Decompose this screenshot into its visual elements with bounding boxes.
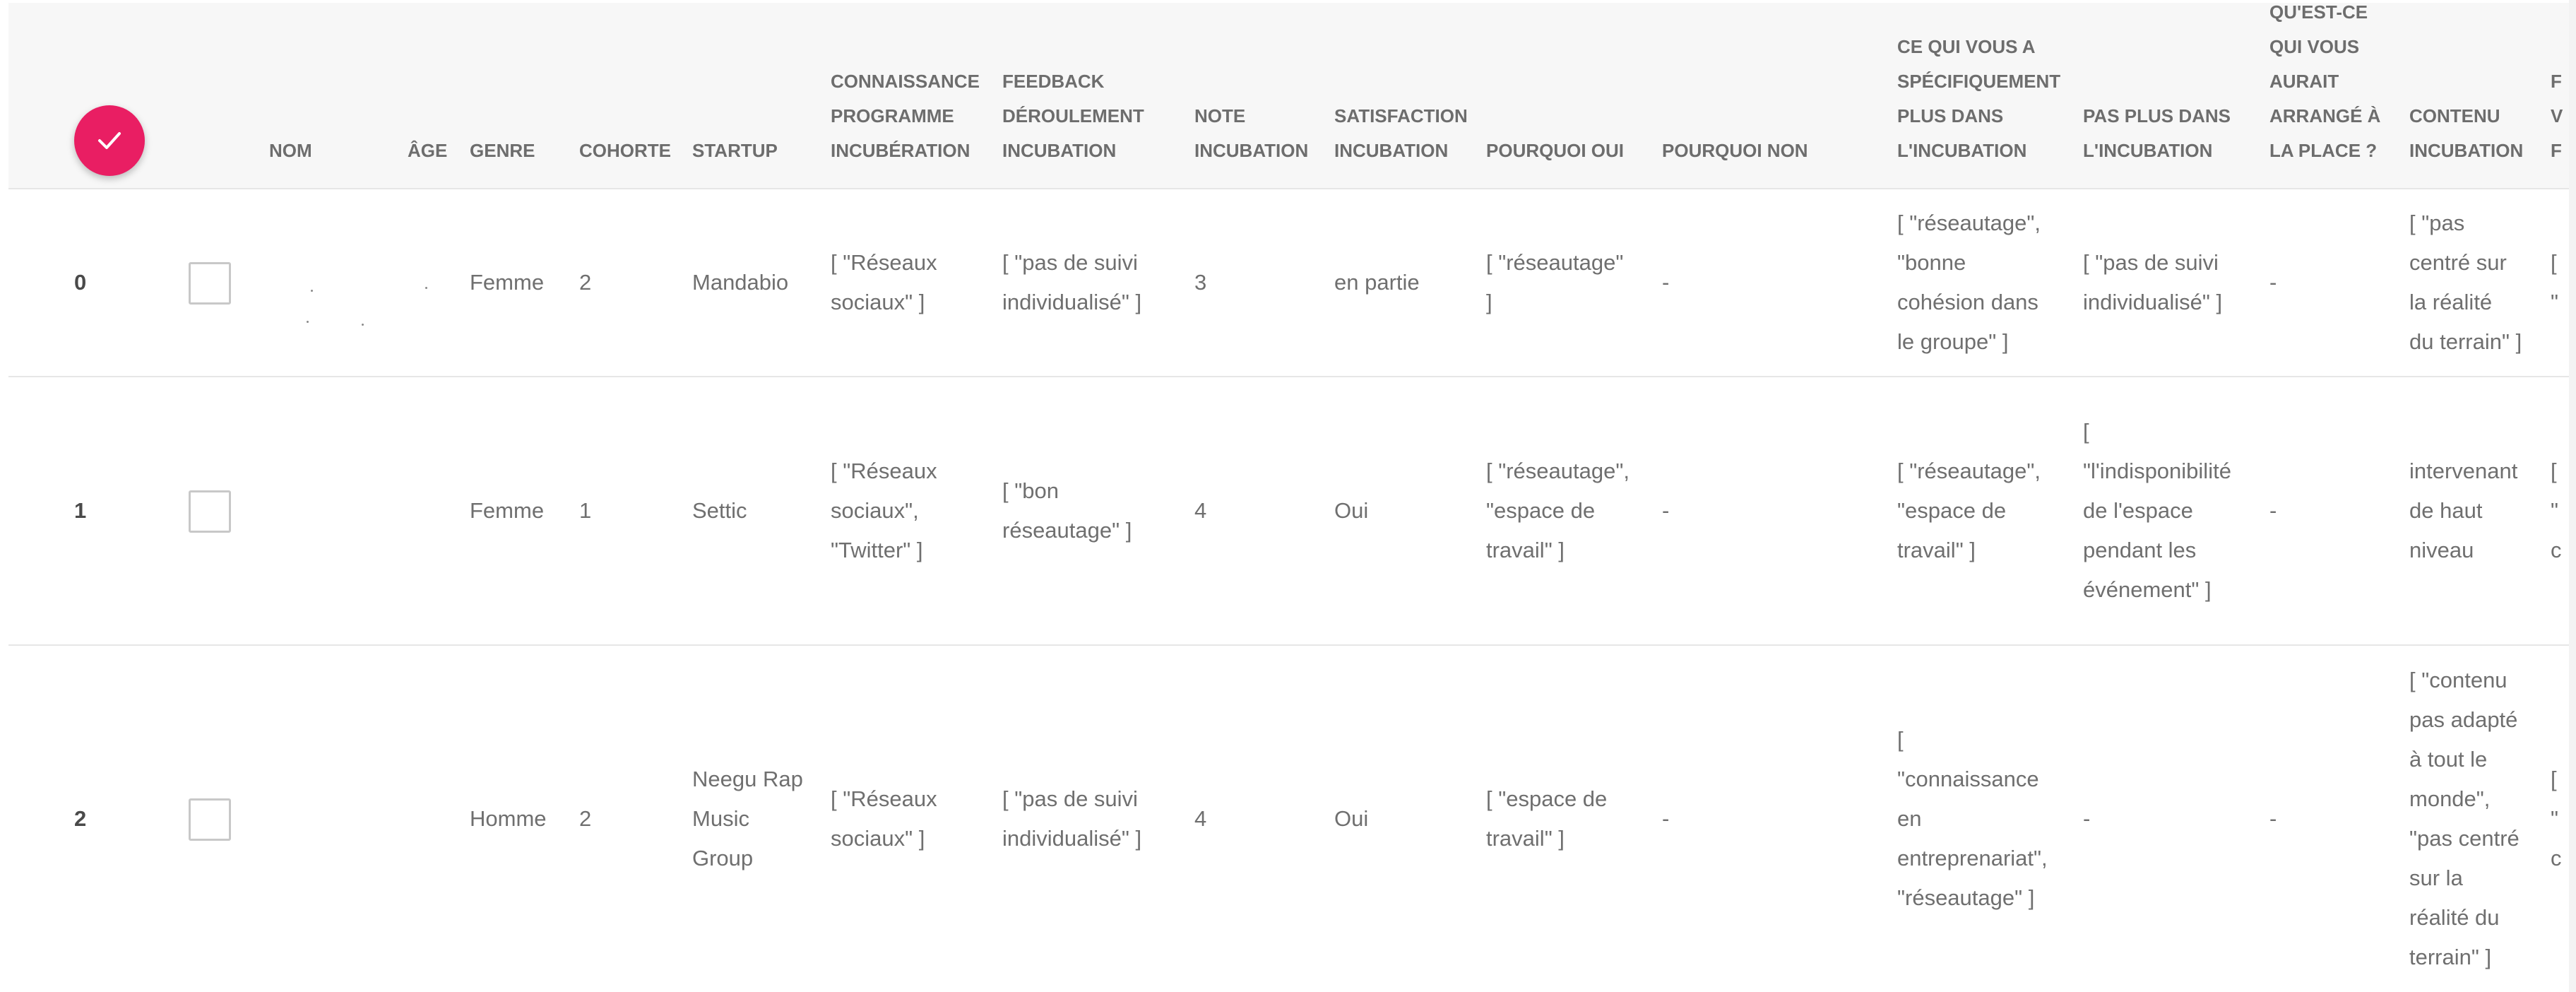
cell-satisfaction: Oui: [1334, 806, 1369, 831]
cell-cut-off: [ " c: [2551, 459, 2562, 562]
cell-satisfaction: Oui: [1334, 498, 1369, 523]
cell-note: 4: [1194, 498, 1207, 523]
cell-feedback: [ "bon réseautage" ]: [1002, 478, 1132, 543]
column-header-pourquoi-oui[interactable]: POURQUOI OUI: [1486, 140, 1625, 161]
row-index: 1: [74, 498, 87, 523]
cell-cohorte: 1: [579, 498, 592, 523]
cell-pas-plus: [ "l'indisponibilité de l'espace pendant les événement" ]: [2083, 419, 2231, 602]
table-row[interactable]: [8, 377, 2576, 646]
cell-pourquoi-non: -: [1662, 498, 1670, 523]
cell-connaissance: [ "Réseaux sociaux" ]: [831, 250, 937, 314]
column-header-satisfaction[interactable]: SATISFACTION INCUBATION: [1334, 105, 1468, 161]
cell-pourquoi-oui: [ "réseautage" ]: [1486, 250, 1624, 314]
column-header-connaissance[interactable]: CONNAISSANCE PROGRAMME INCUBÉRATION: [831, 71, 980, 161]
cell-quest-ce: -: [2269, 270, 2277, 295]
column-header-feedback[interactable]: FEEDBACK DÉROULEMENT INCUBATION: [1002, 71, 1144, 161]
row-checkbox[interactable]: [189, 490, 231, 533]
cell-ce-qui-plus: [ "réseautage", "espace de travail" ]: [1897, 459, 2041, 562]
column-header-contenu[interactable]: CONTENU INCUBATION: [2409, 105, 2524, 161]
cell-pourquoi-non: -: [1662, 270, 1670, 295]
age-cell-dot: [425, 287, 427, 289]
cell-pas-plus: -: [2083, 806, 2091, 831]
select-all-checkbox[interactable]: [74, 105, 145, 176]
row-checkbox[interactable]: [189, 262, 231, 305]
cell-ce-qui-plus: [ "connaissance en entreprenariat", "réseautage" ]: [1897, 727, 2048, 910]
cell-genre: Femme: [470, 498, 545, 523]
column-header-nom[interactable]: NOM: [269, 140, 312, 161]
cell-startup: Mandabio: [692, 270, 789, 295]
cell-pourquoi-non: -: [1662, 806, 1670, 831]
column-header-quest-ce[interactable]: QU'EST-CE QUI VOUS AURAIT ARRANGÉ À LA PLACE ?: [2269, 1, 2381, 161]
cell-contenu: intervenant de haut niveau: [2409, 459, 2518, 562]
cell-cohorte: 2: [579, 270, 592, 295]
cell-cohorte: 2: [579, 806, 592, 831]
row-index: 2: [74, 806, 87, 831]
column-header-note[interactable]: NOTE INCUBATION: [1194, 105, 1309, 161]
cell-note: 4: [1194, 806, 1207, 831]
row-checkbox[interactable]: [189, 798, 231, 841]
cell-quest-ce: -: [2269, 498, 2277, 523]
column-header-pas-plus[interactable]: PAS PLUS DANS L'INCUBATION: [2083, 105, 2231, 161]
cell-note: 3: [1194, 270, 1207, 295]
nom-cell-dot: [307, 321, 309, 323]
row-index: 0: [74, 270, 87, 295]
column-header-startup[interactable]: STARTUP: [692, 140, 778, 161]
column-header-genre[interactable]: GENRE: [470, 140, 535, 161]
cell-startup: Neegu Rap Music Group: [692, 767, 803, 870]
cell-quest-ce: -: [2269, 806, 2277, 831]
cell-cut-off: [ ": [2551, 250, 2559, 314]
cell-ce-qui-plus: [ "réseautage", "bonne cohésion dans le groupe" ]: [1897, 211, 2041, 354]
cell-satisfaction: en partie: [1334, 270, 1420, 295]
table-row[interactable]: [8, 189, 2576, 377]
nom-cell-dot: [311, 290, 313, 292]
cell-connaissance: [ "Réseaux sociaux", "Twitter" ]: [831, 459, 937, 562]
scroll-edge: [2569, 0, 2576, 992]
cell-pourquoi-oui: [ "réseautage", "espace de travail" ]: [1486, 459, 1630, 562]
table-row[interactable]: [8, 646, 2576, 992]
check-icon: [95, 128, 124, 153]
cell-startup: Settic: [692, 498, 747, 523]
data-table: [8, 3, 2576, 992]
column-header-cut-off[interactable]: F V F: [2551, 71, 2563, 161]
cell-connaissance: [ "Réseaux sociaux" ]: [831, 786, 937, 851]
column-header-pourquoi-non[interactable]: POURQUOI NON: [1662, 140, 1808, 161]
column-header-ce-qui-plus[interactable]: CE QUI VOUS A SPÉCIFIQUEMENT PLUS DANS L'INCUBATION: [1897, 36, 2061, 161]
cell-contenu: [ "pas centré sur la réalité du terrain" ]: [2409, 211, 2522, 354]
cell-pas-plus: [ "pas de suivi individualisé" ]: [2083, 250, 2223, 314]
cell-pourquoi-oui: [ "espace de travail" ]: [1486, 786, 1608, 851]
cell-genre: Homme: [470, 806, 547, 831]
cell-genre: Femme: [470, 270, 545, 295]
cell-feedback: [ "pas de suivi individualisé" ]: [1002, 786, 1142, 851]
cell-feedback: [ "pas de suivi individualisé" ]: [1002, 250, 1142, 314]
nom-cell-dot: [362, 324, 364, 326]
table-header: [8, 3, 2576, 189]
column-header-age[interactable]: ÂGE: [408, 140, 448, 161]
cell-contenu: [ "contenu pas adapté à tout le monde", "pas centré sur la réalité du terrain" ]: [2409, 668, 2519, 969]
cell-cut-off: [ " c: [2551, 767, 2562, 870]
column-header-cohorte[interactable]: COHORTE: [579, 140, 671, 161]
